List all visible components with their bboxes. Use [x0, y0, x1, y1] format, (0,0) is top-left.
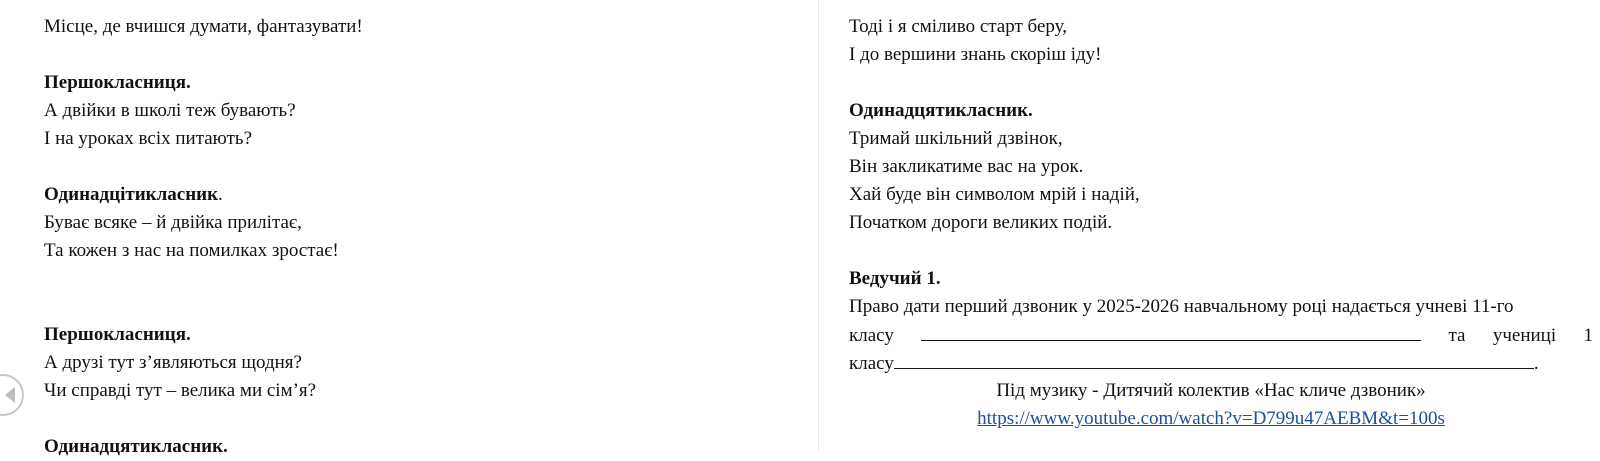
text-line: Місце, де вчишся думати, фантазувати! — [44, 16, 363, 37]
period: . — [1533, 353, 1539, 374]
text-line: Чи справді тут – велика ми сім’я? — [44, 380, 317, 401]
text-line: Початком дороги великих подій. — [849, 212, 1113, 233]
text-line: Хай буде він символом мрій і надій, — [849, 184, 1140, 205]
text-line: Буває всяке – й двійка прилітає, — [44, 212, 302, 233]
text-line: І до вершини знань скоріш іду! — [849, 44, 1102, 65]
word: класу — [849, 353, 894, 374]
left-column — [44, 13, 744, 461]
word: класу — [849, 325, 894, 346]
word: та — [1448, 325, 1466, 346]
speaker-label: Одинадцятикласник. — [44, 436, 228, 457]
fill-in-blank — [921, 321, 1421, 341]
youtube-link[interactable]: https://www.youtube.com/watch?v=D799u47AEBM&t=100s — [977, 408, 1445, 429]
word: учениці — [1492, 325, 1557, 346]
fill-in-blank — [894, 349, 1534, 369]
page-divider — [818, 0, 819, 450]
speaker-label: Першокласниця. — [44, 72, 191, 93]
text-line: І на уроках всіх питають? — [44, 128, 253, 149]
paragraph-line: Право дати перший дзвоник у 2025-2026 навчальному році надається учневі 11-го — [849, 296, 1514, 317]
prev-page-arrow-icon[interactable] — [0, 374, 24, 416]
speaker-label: Першокласниця. — [44, 324, 191, 345]
paragraph-line — [849, 321, 1593, 349]
speaker-label: Одинадцятикласник. — [849, 100, 1033, 121]
word: 1 — [1583, 325, 1593, 346]
text-line: А друзі тут з’являються щодня? — [44, 352, 302, 373]
text-line: Та кожен з нас на помилках зростає! — [44, 240, 339, 261]
music-line: Під музику - Дитячий колектив «Нас кличе дзвоник» — [996, 380, 1426, 401]
text-line: Він закликатиме вас на урок. — [849, 156, 1084, 177]
speaker-dot: . — [218, 184, 223, 205]
link-line — [849, 405, 1573, 433]
speaker-label: Ведучий 1. — [849, 268, 941, 289]
text-line: Тримай шкільний дзвінок, — [849, 128, 1063, 149]
paragraph-line — [849, 349, 1593, 377]
right-column — [849, 13, 1593, 433]
text-line: Тоді і я сміливо старт беру, — [849, 16, 1067, 37]
speaker-line — [44, 181, 744, 209]
text-line: А двійки в школі теж бувають? — [44, 100, 296, 121]
speaker-label: Одинадцітикласник — [44, 184, 219, 205]
